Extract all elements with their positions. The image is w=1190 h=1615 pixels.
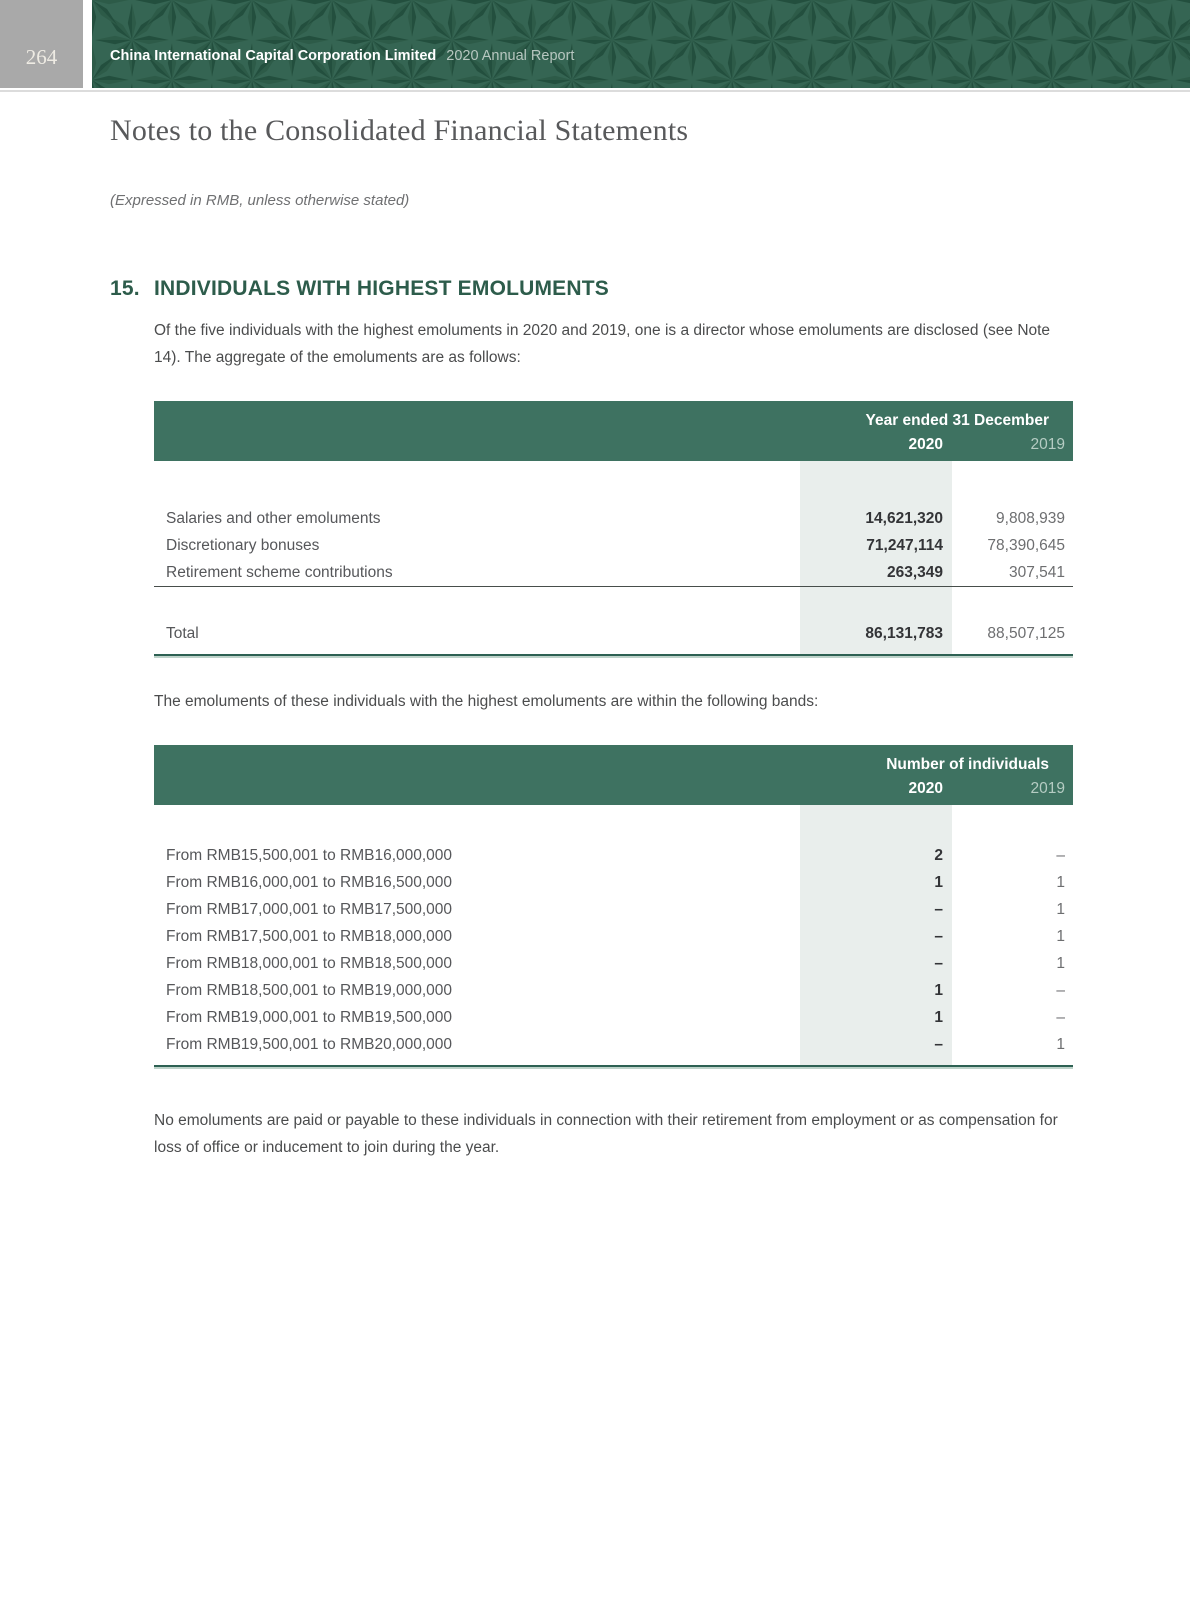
value-2019: 307,541 [1008, 563, 1065, 581]
table-row [154, 559, 1073, 586]
row-label: From RMB17,000,001 to RMB17,500,000 [166, 900, 453, 918]
value-2019: – [1056, 846, 1065, 864]
row-spacer [154, 587, 1073, 620]
emoluments-table-header [154, 401, 1073, 461]
header-spacer [154, 779, 800, 798]
header-span-label: Number of individuals [886, 756, 1049, 773]
banner-divider [83, 0, 92, 88]
value-2019: 9,808,939 [996, 509, 1065, 527]
emoluments-table-body [154, 461, 1073, 654]
table-row [154, 532, 1073, 559]
table-row [154, 842, 1073, 869]
value-2019: – [1056, 1008, 1065, 1026]
value-2020: – [934, 900, 943, 918]
row-spacer [154, 1058, 1073, 1065]
row-label: Discretionary bonuses [166, 536, 320, 554]
total-value-2020: 86,131,783 [865, 624, 943, 642]
value-2019: 1 [1056, 1035, 1065, 1053]
page-content [0, 114, 1190, 1161]
table-row [154, 505, 1073, 532]
value-2020: 263,349 [886, 563, 943, 581]
table-row [154, 923, 1073, 950]
value-2020: – [934, 1035, 943, 1053]
table-bottom-rule-light [154, 1067, 1073, 1069]
total-row [154, 620, 1073, 647]
value-2019: 1 [1056, 900, 1065, 918]
bands-paragraph: The emoluments of these individuals with the highest emoluments are within the following bands: [154, 693, 819, 710]
section-title: INDIVIDUALS WITH HIGHEST EMOLUMENTS [154, 277, 609, 300]
row-spacer [154, 461, 1073, 505]
company-name: China International Capital Corporation Limited [110, 48, 437, 64]
value-2020: 71,247,114 [866, 536, 943, 554]
value-2020: 2 [934, 846, 943, 864]
page-subtitle: (Expressed in RMB, unless otherwise stated) [110, 192, 410, 209]
row-label: From RMB18,500,001 to RMB19,000,000 [166, 981, 453, 999]
column-header-2020: 2020 [908, 780, 943, 797]
report-name: 2020 Annual Report [446, 48, 575, 64]
row-label: From RMB18,000,001 to RMB18,500,000 [166, 954, 453, 972]
value-2019: 78,390,645 [987, 536, 1065, 554]
header-year-columns [154, 779, 1073, 798]
closing-paragraph: No emoluments are paid or payable to these individuals in connection with their retirement from employment or as compensation for loss of office or inducement to join during the year. [154, 1112, 1058, 1156]
value-2020: – [934, 927, 943, 945]
value-2020: – [934, 954, 943, 972]
value-2019: 1 [1056, 954, 1065, 972]
value-2020: 1 [934, 981, 943, 999]
row-label: From RMB16,000,001 to RMB16,500,000 [166, 873, 453, 891]
row-spacer [154, 647, 1073, 654]
table-row [154, 950, 1073, 977]
value-2020: 1 [934, 873, 943, 891]
value-2019: 1 [1056, 873, 1065, 891]
table-bottom-rule-light [154, 656, 1073, 658]
table-row [154, 1031, 1073, 1058]
section-heading [110, 277, 1073, 301]
banner-title [110, 0, 574, 88]
bands-table-body [154, 805, 1073, 1065]
row-label: From RMB17,500,001 to RMB18,000,000 [166, 927, 453, 945]
value-2019: 1 [1056, 927, 1065, 945]
column-header-2019: 2019 [1030, 436, 1065, 453]
column-header-2020: 2020 [908, 436, 943, 453]
row-label: From RMB19,500,001 to RMB20,000,000 [166, 1035, 453, 1053]
header-year-columns [154, 435, 1073, 454]
bands-table [154, 745, 1073, 1069]
header-span-label: Year ended 31 December [865, 412, 1049, 429]
intro-paragraph: Of the five individuals with the highest emoluments in 2020 and 2019, one is a director whose emoluments are disclosed (see Note 14). The aggregate of the emoluments are as follows: [154, 322, 1051, 366]
row-label: From RMB15,500,001 to RMB16,000,000 [166, 846, 453, 864]
table-row [154, 977, 1073, 1004]
value-2019: – [1056, 981, 1065, 999]
value-2020: 1 [934, 1008, 943, 1026]
row-label: Retirement scheme contributions [166, 563, 393, 581]
page-header-banner [0, 0, 1190, 88]
value-2020: 14,621,320 [865, 509, 943, 527]
page-title: Notes to the Consolidated Financial Statements [110, 114, 689, 147]
row-spacer [154, 805, 1073, 842]
emoluments-table [154, 401, 1073, 658]
row-label: Salaries and other emoluments [166, 509, 381, 527]
row-label: From RMB19,000,001 to RMB19,500,000 [166, 1008, 453, 1026]
total-label: Total [166, 624, 199, 642]
page-number: 264 [0, 0, 83, 88]
banner-pattern-strip [92, 0, 1190, 88]
table-row [154, 869, 1073, 896]
bands-table-header [154, 745, 1073, 805]
table-row [154, 1004, 1073, 1031]
header-spacer [154, 435, 800, 454]
column-header-2019: 2019 [1030, 780, 1065, 797]
section-number: 15. [110, 277, 140, 300]
table-row [154, 896, 1073, 923]
header-rule [0, 90, 1190, 92]
total-value-2019: 88,507,125 [987, 624, 1065, 642]
